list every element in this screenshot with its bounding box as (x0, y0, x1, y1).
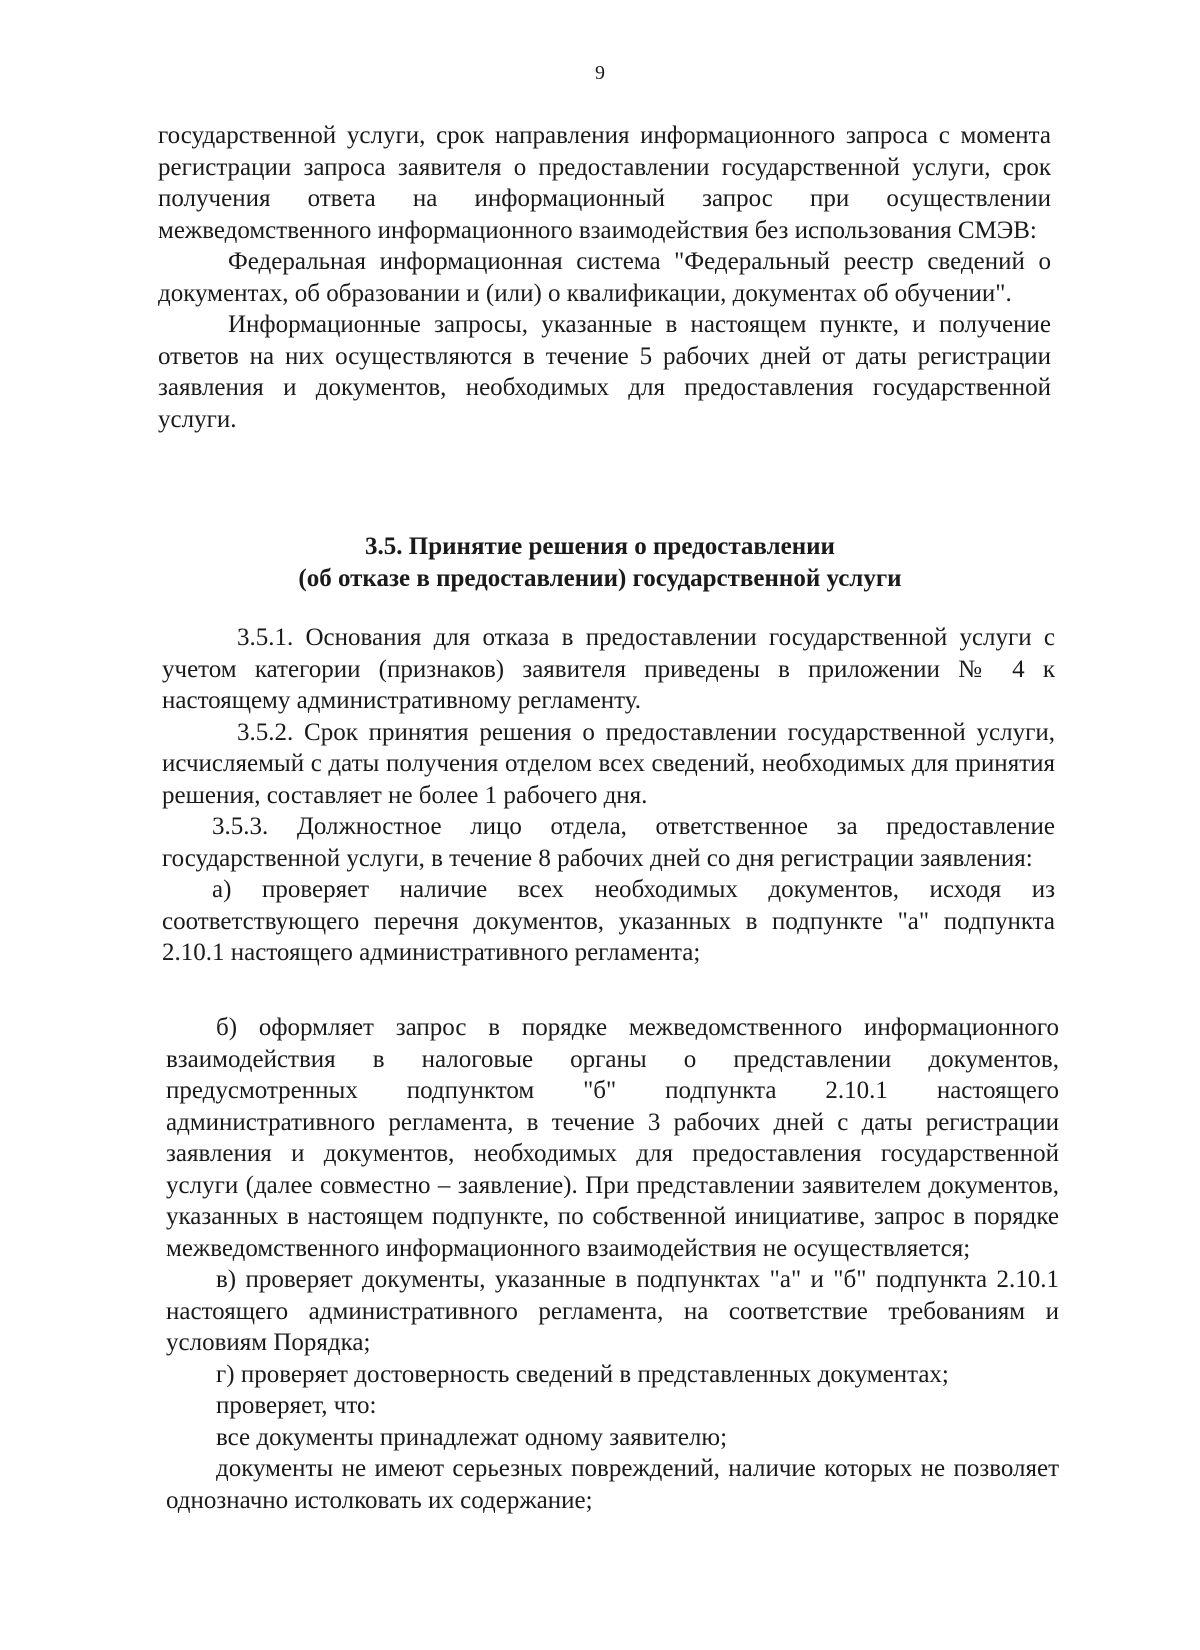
paragraph-item-v: в) проверяет документы, указанные в подпунктах "а" и "б" подпункта 2.10.1 настоящего административного регламента, на соответствие требованиям и условиям Порядка; (166, 1266, 1059, 1356)
section-heading (150, 531, 1050, 595)
section-heading-line-1: 3.5. Принятие решения о предоставлении (365, 533, 835, 560)
paragraph-checks-that: проверяет, что: (216, 1392, 377, 1419)
paragraph-request-timeframe: Информационные запросы, указанные в настоящем пункте, и получение ответов на них осуществляются в течение 5 рабочих дней от даты регистрации заявления и документов, необходимых для предоставления государственной услуги. (158, 311, 1051, 433)
intro-text-block (158, 120, 1051, 435)
paragraph-item-g: г) проверяет достоверность сведений в представленных документах; (216, 1360, 949, 1388)
section-text-block (162, 622, 1055, 969)
items-text-block (166, 1012, 1059, 1516)
paragraph-item-a: а) проверяет наличие всех необходимых документов, исходя из соответствующего перечня документов, указанных в подпункте "а" подпункта 2.10.1 настоящего административного регламента; (162, 876, 1055, 966)
paragraph-no-damage: документы не имеют серьезных повреждений, наличие которых не позволяет однозначно истолковать их содержание; (166, 1455, 1059, 1514)
paragraph-request-deadline: государственной услуги, срок направления информационного запроса с момента регистрации запроса заявителя о предоставлении государственной услуги, срок получения ответа на информационный запрос при осуществлении межведомственного информационного взаимодействия без использования СМЭВ: (158, 122, 1051, 244)
paragraph-3-5-3: 3.5.3. Должностное лицо отдела, ответственное за предоставление государственной услуги, в течение 8 рабочих дней со дня регистрации заявления: (162, 813, 1055, 872)
paragraph-3-5-1: 3.5.1. Основания для отказа в предоставлении государственной услуги с учетом категории (признаков) заявителя приведены в приложении № 4 к настоящему административному регламенту. (162, 624, 1055, 714)
section-heading-line-2: (об отказе в предоставлении) государственной услуги (298, 565, 902, 592)
paragraph-single-applicant: все документы принадлежат одному заявителю; (216, 1423, 728, 1451)
paragraph-item-b: б) оформляет запрос в порядке межведомственного информационного взаимодействия в налоговые органы о представлении документов, предусмотренных подпунктом "б" подпункта 2.10.1 настоящего административного регламента, в течение 3 рабочих дней с даты регистрации заявления и документов, необходимых для предоставления государственной услуги (далее совместно – заявление). При представлении заявителем документов, указанных в настоящем подпункте, по собственной инициативе, запрос в порядке межведомственного информационного взаимодействия не осуществляется; (166, 1014, 1059, 1262)
paragraph-3-5-2: 3.5.2. Срок принятия решения о предоставлении государственной услуги, исчисляемый с даты получения отделом всех сведений, необходимых для принятия решения, составляет не более 1 рабочего дня. (162, 718, 1055, 809)
paragraph-federal-registry: Федеральная информационная система "Федеральный реестр сведений о документах, об образовании и (или) о квалификации, документах об обучении". (158, 248, 1051, 307)
page-number: 9 (595, 62, 605, 84)
